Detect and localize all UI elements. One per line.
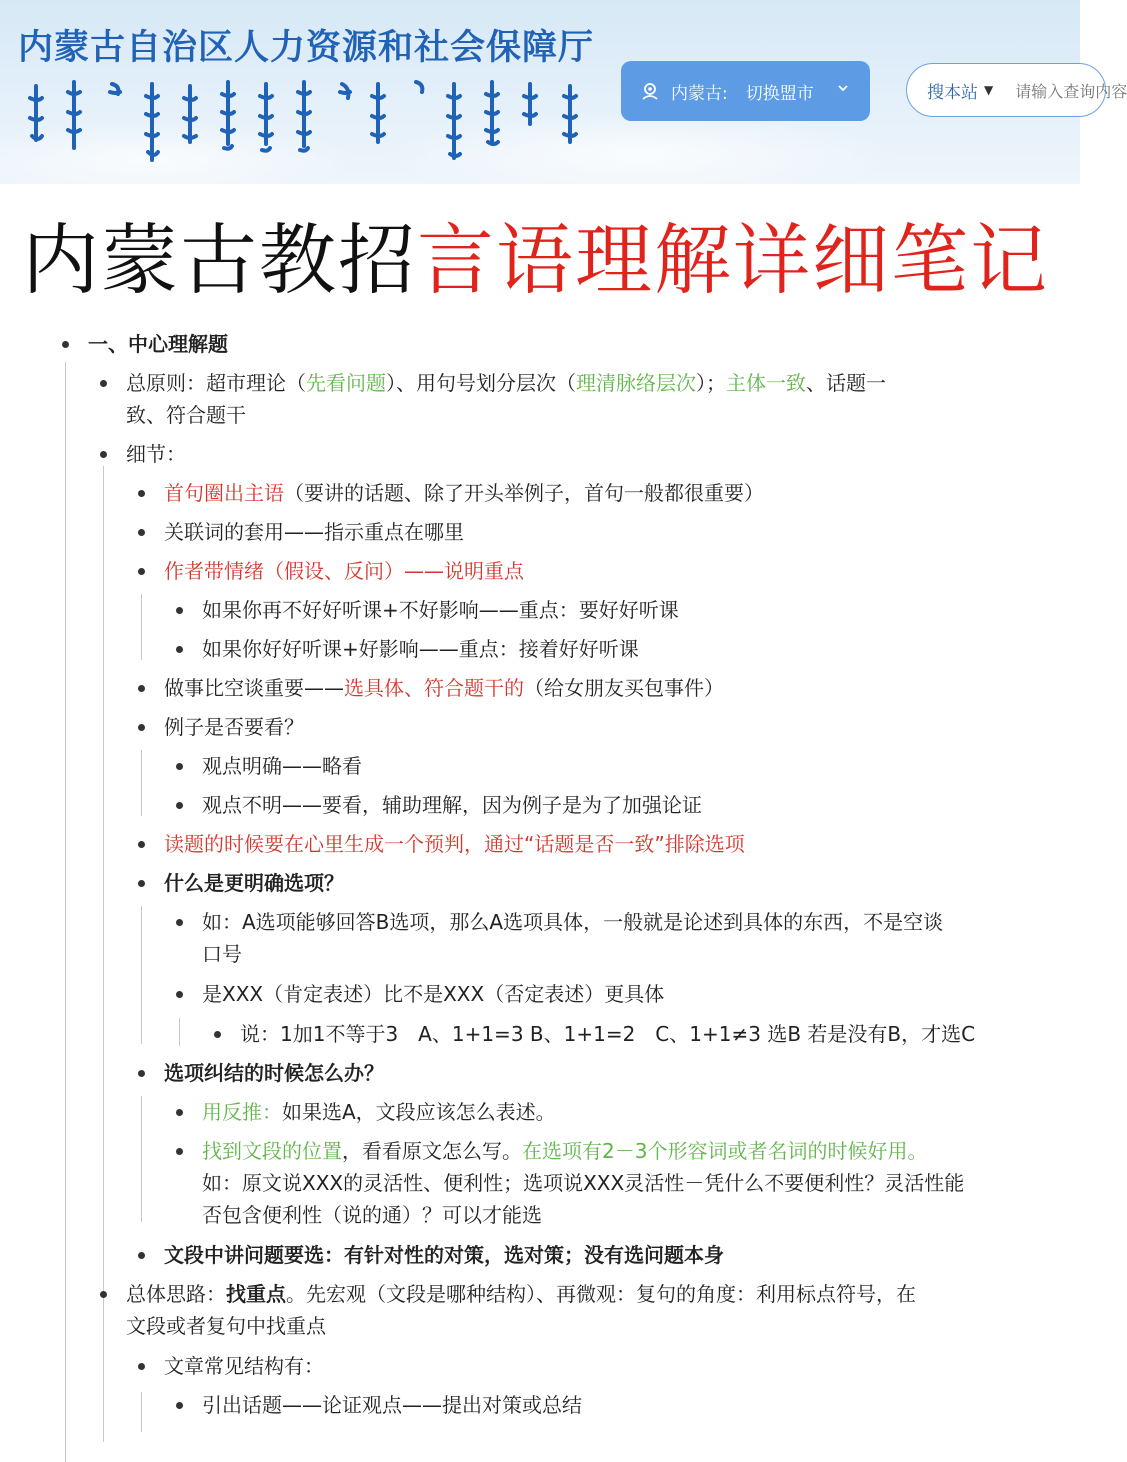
detail-text: 关联词的套用——指示重点在哪里 [164,520,464,544]
outline-guide-line [179,1018,180,1046]
overall-continuation: 文段或者复句中找重点 [126,1314,326,1338]
page-title [22,214,1049,310]
mongolian-script-logo [22,78,597,168]
page-title-part1: 内蒙古教招 [22,217,417,306]
bullet [176,991,183,998]
region-switch-button[interactable] [621,61,870,121]
outline-guide-line [65,362,66,1462]
principle-text: 总原则：超市理论（先看问题）、用句号划分层次（理清脉络层次）；主体一致、话题一 [126,371,886,395]
bullet [62,341,69,348]
detail-text: 例子是否要看？ [164,715,304,739]
principle-continuation: 致、符合题干 [126,403,246,427]
detail-text: 如：A选项能够回答B选项，那么A选项具体，一般就是论述到具体的东西，不是空谈 [202,910,944,934]
detail-text: 观点不明——要看，辅助理解，因为例子是为了加强论证 [202,793,702,817]
detail-text: 是XXX（肯定表述）比不是XXX（否定表述）更具体 [202,982,665,1006]
detail-text: 用反推：如果选A，文段应该怎么表述。 [202,1100,556,1124]
outline-guide-line [141,906,142,1044]
detail-text: 找到文段的位置，看看原文怎么写。在选项有2－3个形容词或者名词的时候好用。 [202,1139,928,1163]
bullet [176,607,183,614]
outline-guide-line [141,1392,142,1432]
outline-guide-line [141,1096,142,1222]
detail-text: 观点明确——略看 [202,754,362,778]
detail-heading: 选项纠结的时候怎么办？ [164,1061,384,1085]
bullet [138,880,145,887]
detail-text: 首句圈出主语（要讲的话题、除了开头举例子，首句一般都很重要） [164,481,764,505]
bullet [100,451,107,458]
detail-text: 作者带情绪（假设、反问）——说明重点 [164,559,524,583]
bullet [100,380,107,387]
bullet [214,1031,221,1038]
overall-text: 总体思路：找重点。先宏观（文段是哪种结构）、再微观：复句的角度：利用标点符号，在 [126,1282,916,1306]
chevron-down-icon [836,81,850,95]
detail-continuation: 口号 [202,942,242,966]
site-header-banner [0,0,1127,184]
details-label: 细节： [126,442,186,466]
search-scope-select[interactable]: 搜本站 [927,82,978,103]
bullet [138,568,145,575]
region-switch-label: 切换盟市 [745,83,814,104]
bullet [100,1291,107,1298]
bullet [176,802,183,809]
bullet [138,1070,145,1077]
outline-guide-line [103,466,104,1392]
detail-text: 如果你再不好好听课+不好影响——重点：要好好听课 [202,598,679,622]
bullet [138,685,145,692]
search-input[interactable]: 请输入查询内容 [1015,81,1127,101]
detail-text: 文章常见结构有： [164,1354,324,1378]
bullet [138,529,145,536]
bullet [176,1402,183,1409]
outline-guide-line [103,1352,104,1442]
region-label: 内蒙古: [671,83,728,104]
location-pin-icon [639,80,661,102]
bullet [176,1109,183,1116]
detail-text: 说：1加1不等于3 A、1+1=3 B、1+1=2 C、1+1≠3 选B 若是没有B，才选C [240,1022,976,1046]
page-title-part2: 言语理解详细笔记 [417,217,1049,306]
detail-text: 做事比空谈重要——选具体、符合题干的（给女朋友买包事件） [164,676,724,700]
bullet [138,841,145,848]
detail-text: 如果你好好听课+好影响——重点：接着好好听课 [202,637,639,661]
detail-text: 读题的时候要在心里生成一个预判，通过“话题是否一致”排除选项 [164,832,745,856]
detail-text: 引出话题——论证观点——提出对策或总结 [202,1393,582,1417]
bullet [176,646,183,653]
bullet [176,919,183,926]
outline-guide-line [141,594,142,660]
bullet [138,1363,145,1370]
bullet [138,724,145,731]
bullet [138,1252,145,1259]
site-search-box[interactable] [906,63,1127,117]
caret-down-icon: ▼ [984,83,994,97]
bullet [176,763,183,770]
outline-guide-line [141,750,142,816]
bullet [176,1148,183,1155]
detail-continuation: 否包含便利性（说的通）？可以才能选 [202,1203,542,1227]
detail-heading: 什么是更明确选项？ [164,871,344,895]
section-heading: 一、中心理解题 [88,332,228,356]
site-title[interactable]: 内蒙古自治区人力资源和社会保障厅 [18,28,595,68]
detail-heading: 文段中讲问题要选：有针对性的对策，选对策；没有选问题本身 [164,1243,724,1267]
bullet [138,490,145,497]
detail-continuation: 如：原文说XXX的灵活性、便利性；选项说XXX灵活性－凭什么不要便利性？灵活性能 [202,1171,965,1195]
